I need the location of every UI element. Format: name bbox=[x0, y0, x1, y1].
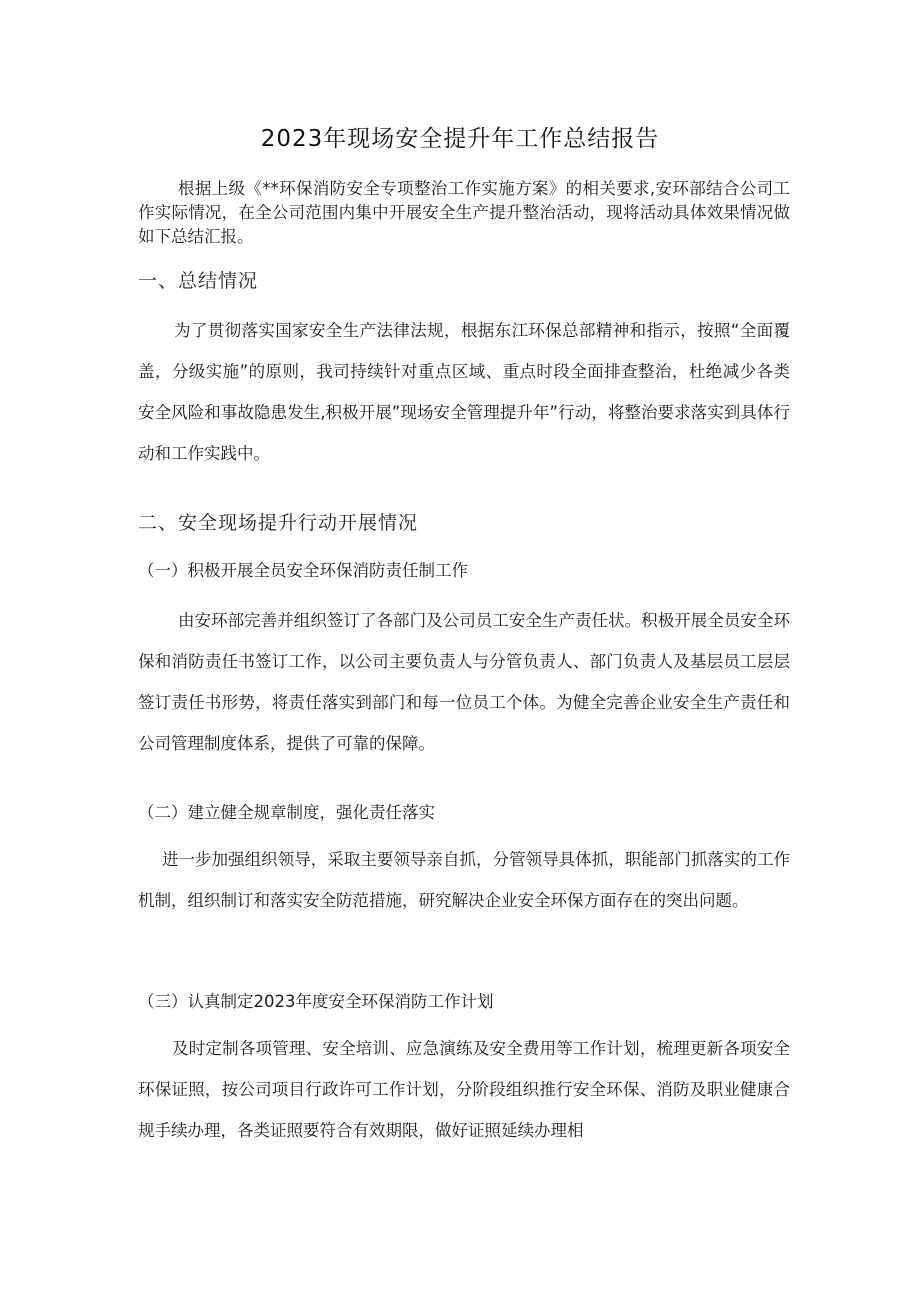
subsection-heading-work-plan: （三）认真制定2023年度安全环保消防工作计划 bbox=[138, 992, 494, 1011]
work-plan-paragraph: 及时定制各项管理、安全培训、应急演练及安全费用等工作计划，梳理更新各项安全环保证照，按公司项目行政许可工作计划，分阶段组织推行安全环保、消防及职业健康合规手续办理，各类证照要符合有效期限，做好证照延续办理相 bbox=[138, 1039, 790, 1140]
section-heading-summary: 一、总结情况 bbox=[138, 270, 259, 292]
responsibility-paragraph: 由安环部完善并组织签订了各部门及公司员工安全生产责任状。积极开展全员安全环保和消防责任书签订工作，以公司主要负责人与分管负责人、部门负责人及基层员工层层签订责任书形势，将责任落实到部门和每一位员工个体。为健全完善企业安全生产责任和公司管理制度体系，提供了可靠的保障。 bbox=[138, 611, 790, 753]
document-title: 2023年现场安全提升年工作总结报告 bbox=[260, 126, 660, 152]
subsection-heading-responsibility: （一）积极开展全员安全环保消防责任制工作 bbox=[138, 561, 468, 580]
summary-paragraph: 为了贯彻落实国家安全生产法律法规，根据东江环保总部精神和指示，按照“全面覆盖，分级实施”的原则，我司持续针对重点区域、重点时段全面排查整治，杜绝减少各类安全风险和事故隐患发生,积极开展”现场安全管理提升年”行动，将整治要求落实到具体行动和工作实践中。 bbox=[138, 321, 790, 463]
section-heading-actions: 二、安全现场提升行动开展情况 bbox=[138, 512, 419, 534]
intro-paragraph: 根据上级《**环保消防安全专项整治工作实施方案》的相关要求,安环部结合公司工作实际情况，在全公司范围内集中开展安全生产提升整治活动，现将活动具体效果情况做如下总结汇报。 bbox=[138, 179, 790, 246]
subsection-heading-regulations: （二）建立健全规章制度，强化责任落实 bbox=[138, 803, 435, 822]
regulations-paragraph: 进一步加强组织领导，采取主要领导亲自抓，分管领导具体抓，职能部门抓落实的工作机制，组织制订和落实安全防范措施，研究解决企业安全环保方面存在的突出问题。 bbox=[138, 850, 790, 910]
